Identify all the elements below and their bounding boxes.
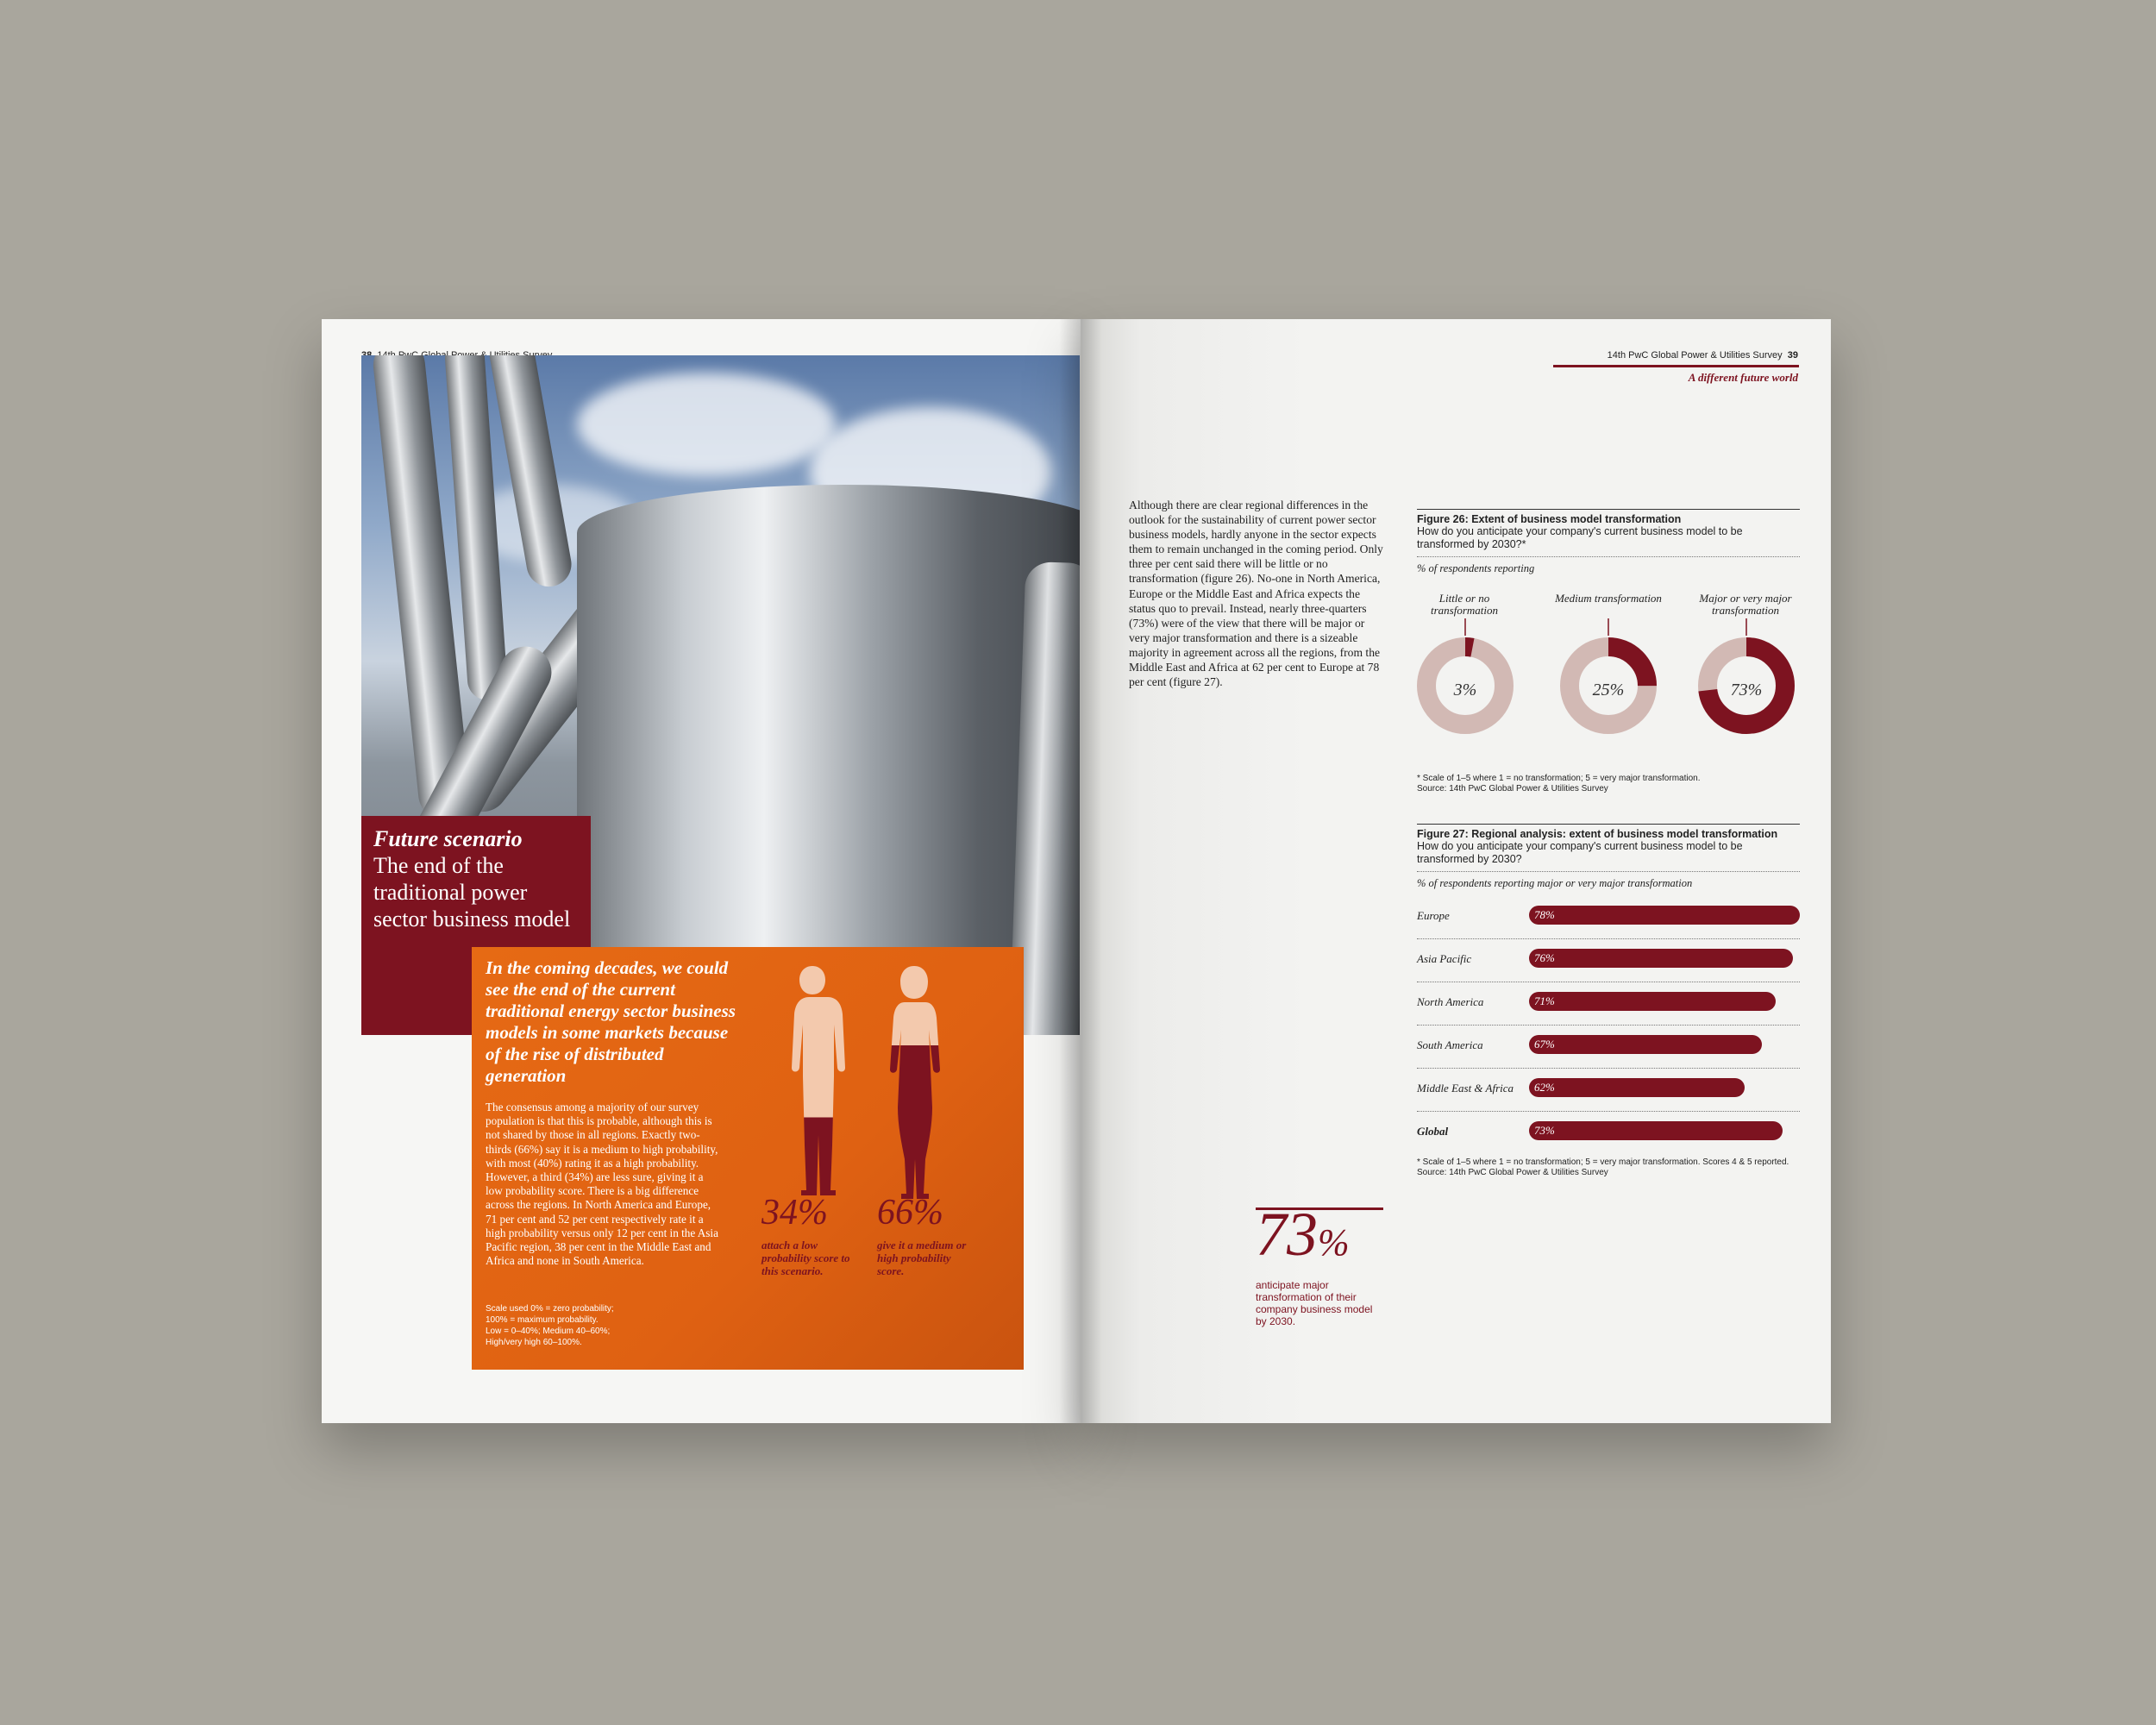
scale-line: Low = 0–40%; Medium 40–60%; — [486, 1327, 611, 1336]
donut-chart-area — [1417, 575, 1800, 774]
left-page — [322, 319, 1081, 1423]
man-silhouette-icon — [778, 966, 847, 1199]
figure-rule — [1417, 509, 1800, 510]
donut-value: 25% — [1592, 681, 1625, 699]
header-rule — [1553, 365, 1799, 367]
woman-silhouette-icon — [884, 966, 944, 1199]
bar-category-label: South America — [1417, 1038, 1483, 1051]
bar-value-label: 76% — [1534, 951, 1555, 964]
figure-27-note: % of respondents reporting major or very major transformation — [1417, 877, 1693, 889]
highlight-caption: anticipate major transformation of their company business model by 2030. — [1256, 1279, 1373, 1327]
bar-category-label: Europe — [1417, 909, 1450, 922]
bar-row — [1417, 1111, 1800, 1154]
highlight-unit: % — [1318, 1221, 1350, 1264]
running-title: 14th PwC Global Power & Utilities Survey — [1607, 350, 1783, 361]
scale-note — [486, 1303, 658, 1348]
figure-rule — [1417, 824, 1800, 825]
scenario-title: The end of the traditional power sector business model — [373, 853, 571, 932]
right-page — [1081, 319, 1831, 1423]
bar — [1529, 1035, 1762, 1054]
scale-line: Scale used 0% = zero probability; — [486, 1304, 614, 1314]
scale-line: 100% = maximum probability. — [486, 1315, 599, 1325]
figure-26 — [1417, 509, 1800, 794]
donut-label: Little or no transformation — [1430, 592, 1498, 617]
scale-line: High/very high 60–100%. — [486, 1338, 582, 1347]
bar-row — [1417, 938, 1800, 982]
bar-chart-area — [1417, 895, 1800, 1154]
dotted-divider — [1417, 871, 1800, 872]
dotted-divider — [1417, 556, 1800, 557]
bar — [1529, 992, 1776, 1011]
bar-row — [1417, 1025, 1800, 1069]
bar-category-label: Middle East & Africa — [1417, 1082, 1514, 1095]
callout-headline: In the coming decades, we could see the end of the current traditional energy sector business models in some markets because of the rise of distributed generation — [486, 957, 736, 1086]
callout-panel — [472, 947, 1024, 1370]
section-title: A different future world — [1688, 371, 1798, 384]
bar-value-label: 67% — [1534, 1038, 1555, 1051]
figure-26-footnote: * Scale of 1–5 where 1 = no transformation; 5 = very major transformation. — [1417, 774, 1701, 783]
donut-label: Medium transformation — [1555, 592, 1662, 605]
stat-low-caption: attach a low probability score to this scenario. — [761, 1239, 850, 1277]
bar-row — [1417, 1068, 1800, 1112]
bar — [1529, 949, 1793, 968]
bar-category-label: Global — [1417, 1125, 1449, 1138]
figure-26-question: How do you anticipate your company's current business model to be transformed by 2030?* — [1417, 525, 1743, 550]
callout-body: The consensus among a majority of our survey population is that this is probable, although this is not shared by those in all regions. Exactly two-thirds (66%) say it is a medium to high probability, with most (40%) rating it as a high probability. However, a third (34%) are less sure, giving it a low probability score. There is a big difference across the regions. In North America and Europe, 71 per cent and 52 per cent respectively rate it a high probability versus only 12 per cent in the Asia Pacific region, 38 per cent in the Middle East and Africa and none in South America. — [486, 1101, 718, 1268]
figure-26-source: Source: 14th PwC Global Power & Utilities Survey — [1417, 784, 1608, 794]
figure-27-title: Figure 27: Regional analysis: extent of business model transformation — [1417, 828, 1778, 840]
bar-value-label: 78% — [1534, 908, 1555, 921]
bar — [1529, 1078, 1745, 1097]
highlight-value — [1256, 1200, 1350, 1273]
figure-26-note: % of respondents reporting — [1417, 562, 1535, 574]
bar-category-label: North America — [1417, 995, 1484, 1008]
body-text: Although there are clear regional differences in the outlook for the sustainability of current power sector business models, hardly anyone in the sector expects them to remain unchanged in the coming period. Only three per cent said there will be little or no transformation (figure 26). No-one in North America, Europe or the Middle East and Africa expects the status quo to prevail. Instead, nearly three-quarters (73%) were of the view that there will be major or very major transformation and there is a sizeable majority in agreement across all the regions, from the Middle East and Africa at 62 per cent to Europe at 78 per cent (figure 27). — [1129, 499, 1383, 689]
book-spine-shadow — [1059, 319, 1102, 1423]
figure-27 — [1417, 824, 1800, 1178]
bar-value-label: 62% — [1534, 1081, 1555, 1094]
right-page-header — [1608, 350, 1798, 361]
stat-low-value: 34% — [761, 1193, 828, 1233]
bar-row — [1417, 895, 1800, 939]
figure-27-source: Source: 14th PwC Global Power & Utilities Survey — [1417, 1168, 1608, 1177]
scenario-kicker: Future scenario — [373, 826, 523, 851]
bar-value-label: 71% — [1534, 994, 1555, 1007]
donut-svg — [1417, 575, 1800, 774]
bar — [1529, 1121, 1783, 1140]
bar-row — [1417, 982, 1800, 1026]
highlight-number: 73 — [1256, 1200, 1318, 1269]
figure-27-question: How do you anticipate your company's current business model to be transformed by 2030? — [1417, 840, 1743, 865]
stat-high-value: 66% — [877, 1193, 943, 1233]
donut-value: 3% — [1453, 681, 1477, 699]
bar-value-label: 73% — [1534, 1124, 1555, 1137]
figure-27-footnote: * Scale of 1–5 where 1 = no transformation; 5 = very major transformation. Scores 4 & 5 reported. — [1417, 1157, 1789, 1167]
bar — [1529, 906, 1800, 925]
stat-high-caption: give it a medium or high probability score. — [877, 1239, 967, 1277]
figure-26-title: Figure 26: Extent of business model transformation — [1417, 513, 1682, 525]
bar-category-label: Asia Pacific — [1417, 952, 1472, 965]
page-number: 39 — [1787, 350, 1798, 361]
donut-label: Major or very major transformation — [1699, 592, 1792, 617]
donut-value: 73% — [1730, 681, 1763, 699]
